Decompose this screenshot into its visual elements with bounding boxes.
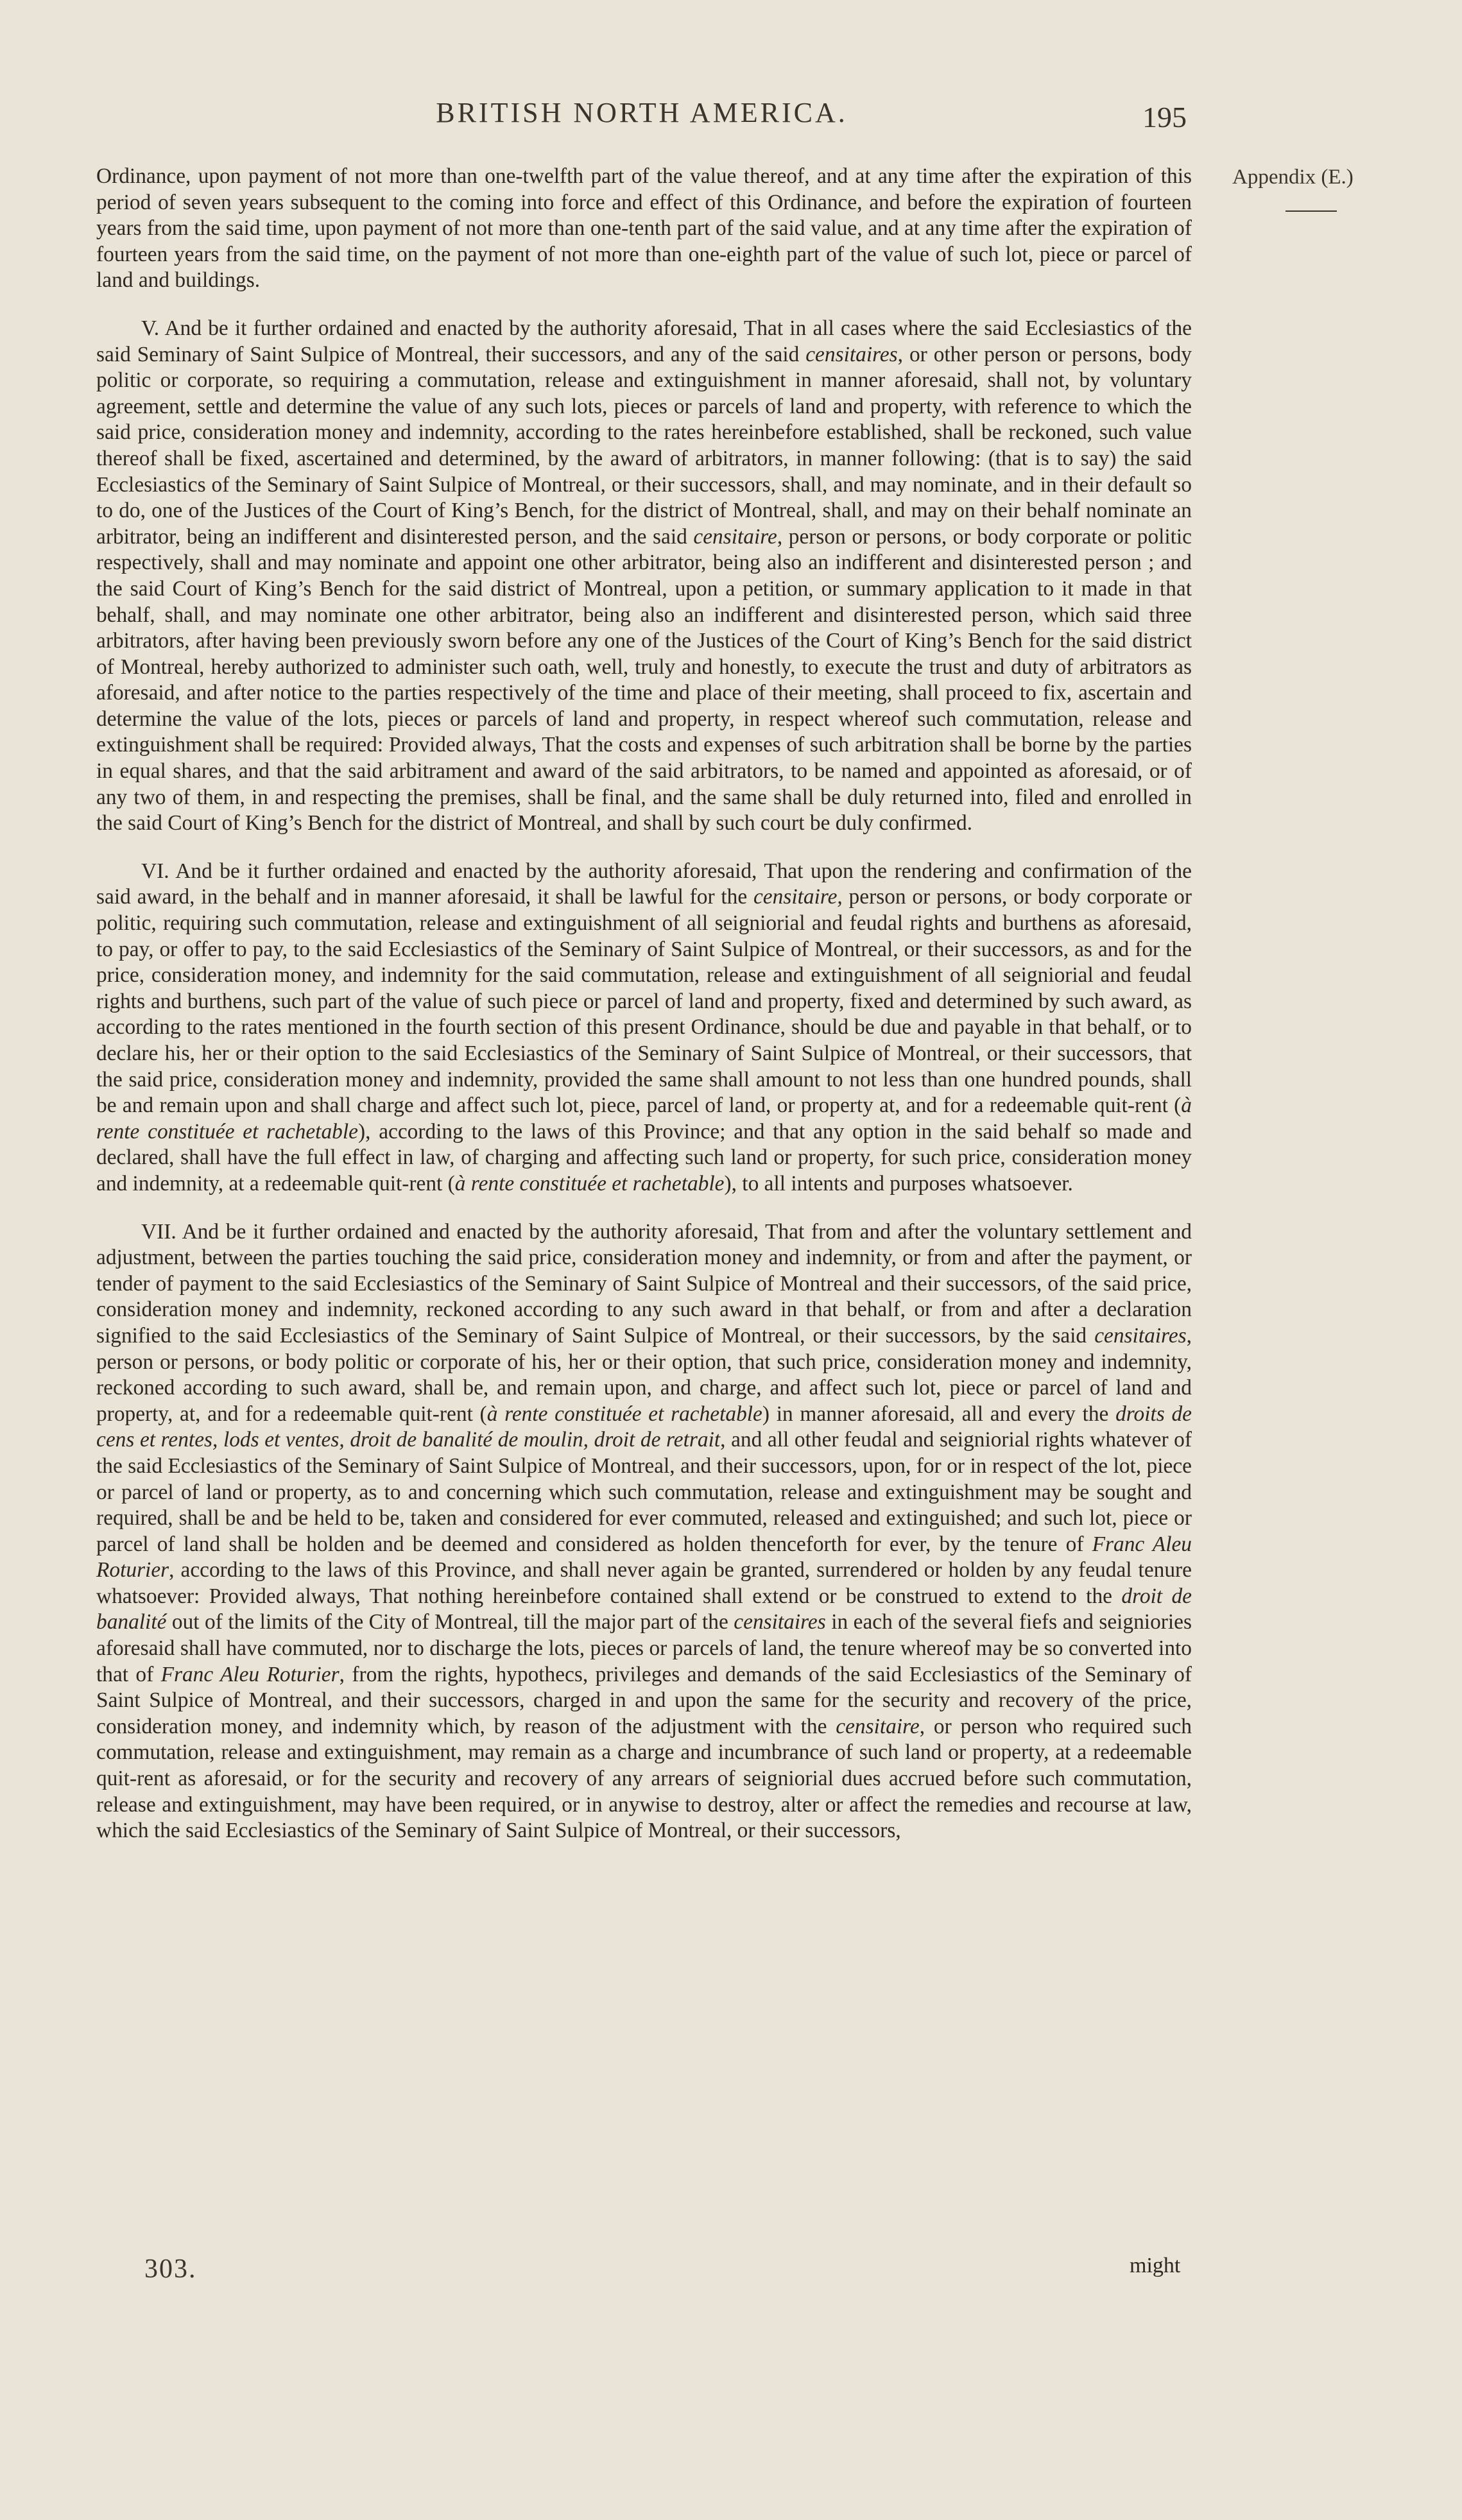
text-run: , person or persons, or body corporate or politic respectively, shall and may nominate and appoint one other arbitrator, being also an indifferent and disinterested person ; and the said Court of King’s Bench for the said district of Montreal, upon a petition, or summary application to it made in that behalf, shall, and may nominate one other arbitrator, being also an indifferent and disinterested person, which said three arbitrators, after having been previously sworn before any one of the Justices of the Court of King’s Bench for the said district of Montreal, hereby authorized to administer such oath, well, truly and honestly, to execute the trust and duty of arbitrators as aforesaid, and after notice to the parties respectively of the time and place of their meeting, shall proceed to fix, ascertain and determine the value of the lots, pieces or parcels of land and property, in respect whereof such commutation, release and extinguishment shall be required: Provided always, That the costs and expenses of such arbitration shall be borne by the parties in equal shares, and that the said arbitrament and award of the said arbitrators, to be named and appointed as aforesaid, or of any two of them, in and respecting the premises, shall be final, and the same shall be duly returned into, filed and enrolled in the said Court of King’s Bench for the district of Montreal, and shall by such court be duly confirmed. [96,524,1192,836]
text-run: , and all other feudal and seigniorial rights whatever of the said Ecclesiastics of the Seminary of Saint Sulpice of Montreal, and their successors, upon, for or in respect of the lot, piece or parcel of land or property, as to and concerning which such commutation, release and extinguishment may be sought and required, shall be and be held to be, taken and considered for ever commuted, released and extinguished; and such lot, piece or parcel of land shall be holden and be deemed and considered as holden thenceforth for ever, by the tenure of [96,1428,1192,1556]
catchword: might [1130,2254,1181,2277]
section-v-paragraph [96,316,1192,837]
text-run: ) in manner aforesaid, all and every the [762,1401,1116,1426]
text-run: ), to all intents and purposes whatsoever. [724,1171,1073,1196]
section-vi-paragraph [96,859,1192,1197]
italic-term: censitaire, [753,885,843,909]
italic-term: Franc Aleu Roturier [160,1662,340,1686]
page-number: 195 [1142,101,1187,133]
italic-term: censitaires [1094,1323,1187,1348]
text-run: , or other person or persons, body politic or corporate, so requiring a commutation, release and extinguishment in manner aforesaid, shall not, by voluntary agreement, settle and determine the value of any such lots, pieces or parcels of land and property, with reference to which the said price, consideration money and indemnity, according to the rates hereinbefore established, shall be reckoned, such value thereof shall be fixed, ascertained and determined, by the award of arbitrators, in manner following: (that is to say) the said Ecclesiastics of the Seminary of Saint Sulpice of Montreal, or their successors, shall, and may nominate, and in their default so to do, one of the Justices of the Court of King’s Bench, for the district of Montreal, shall, and may on their behalf nominate an arbitrator, being an indifferent and disinterested person, and the said [96,342,1192,549]
italic-term: droits de cens et rentes, lods et ventes, droit de banalité de moulin, droit de retrait [96,1401,1192,1452]
italic-term: à rente constituée et rachetable [96,1093,1192,1144]
text-run: And be it further ordained and enacted by the authority aforesaid, That in all cases where the said Ecclesiastics of the said Seminary of Saint Sulpice of Montreal, their successors, and any of the said [96,316,1192,366]
italic-term: censitaire [693,524,777,549]
margin-rule [1286,210,1337,212]
text-run: person or persons, or body corporate or politic, requiring such commutation, release and extinguishment of all seigniorial and feudal rights and burthens as aforesaid, to pay, or offer to pay, to the said Ecclesiastics of the Seminary of Saint Sulpice of Montreal, or their successors, as and for the price, consideration money, and indemnity for the said commutation, release and extinguishment of all seigniorial and feudal rights and burthens, such part of the value of such piece or parcel of land and property, fixed and determined by such award, as according to the rates mentioned in the fourth section of this present Ordinance, should be due and payable in that behalf, or to declare his, her or their option to the said Ecclesiastics of the Seminary of Saint Sulpice of Montreal, or their successors, that the said price, consideration money and indemnity, provided the same shall amount to not less than one hundred pounds, shall be and remain upon and shall charge and affect such lot, piece, parcel of land, or property at, and for a redeemable quit-rent ( [96,885,1192,1118]
text-run: out of the limits of the City of Montreal, till the major part of the [166,1610,734,1634]
text-run: in each of the several fiefs and seigniories aforesaid shall have commuted, nor to discharge the lots, pieces or parcels of land, the tenure whereof may be so converted into that of [96,1610,1192,1686]
signature-mark: 303. [144,2254,197,2284]
section-number: V. [141,316,160,340]
italic-term: à rente constituée et rachetable [486,1401,762,1426]
margin-note-appendix: Appendix (E.) [1232,166,1354,189]
italic-term: censitaires [734,1610,826,1634]
paragraph-continuation: Ordinance, upon payment of not more than one-twelfth part of the value thereof, and at any time after the expiration of this period of seven years subsequent to the coming into force and effect of this Ordinance, and before the expiration of fourteen years from the said time, upon payment of not more than one-tenth part of the said value, and at any time after the expiration of fourteen years from the said time, on the payment of not more than one-eighth part of the value of such lot, piece or parcel of land and buildings. [96,164,1192,293]
italic-term: censitaires [805,342,898,366]
body-text [96,164,1192,1866]
italic-term: censitaire [836,1714,920,1738]
running-title: BRITISH NORTH AMERICA. [436,97,848,128]
text-run: And be it further ordained and enacted by the authority aforesaid, That from and after the voluntary settlement and adjustment, between the parties touching the said price, consideration money and indemnity, or from and after the payment, or tender of payment to the said Ecclesiastics of the Seminary of Saint Sulpice of Montreal and their successors, of the said price, consideration money and indemnity, reckoned according to any such award in that behalf, or from and after a declaration signified to the said Ecclesiastics of the Seminary of Saint Sulpice of Montreal, or their successors, by the said [96,1219,1192,1348]
section-number: VI. [141,859,169,883]
italic-term: à rente constituée et rachetable [454,1171,725,1196]
page-header [0,96,1462,141]
section-vii-paragraph [96,1219,1192,1844]
text-run: ), according to the laws of this Province; and that any option in the said behalf so made and declared, shall have the full effect in law, of charging and affecting such land or property, for such price, consideration money and indemnity, at a redeemable quit-rent ( [96,1119,1192,1196]
text-run: , from the rights, hypothecs, privileges and demands of the said Ecclesiastics of the Seminary of Saint Sulpice of Montreal, and their successors, charged in and upon the same for the security and recovery of the price, consideration money, and indemnity which, by reason of the adjustment with the [96,1662,1192,1738]
italic-term: Franc Aleu Roturier [96,1532,1192,1582]
text-run: , or person who required such commutation, release and extinguishment, may remain as a charge and incumbrance of such land or property, at a redeemable quit-rent as aforesaid, or for the security and recovery of any arrears of seigniorial dues accrued before such commutation, release and extinguishment, may have been required, or in anywise to destroy, alter or affect the remedies and recourse at law, which the said Ecclesiastics of the Seminary of Saint Sulpice of Montreal, or their successors, [96,1714,1192,1843]
section-number: VII. [141,1219,176,1244]
italic-term: droit de banalité [96,1584,1192,1634]
text-run: And be it further ordained and enacted by the authority aforesaid, That upon the rendering and confirmation of the said award, in the behalf and in manner aforesaid, it shall be lawful for the [96,859,1192,909]
page-footer [0,2254,1462,2292]
text-run: , person or persons, or body politic or corporate of his, her or their option, that such price, consideration money and indemnity, reckoned according to such award, shall be, and remain upon, and charge, and affect such lot, piece or parcel of land and property, at, and for a redeemable quit-rent ( [96,1323,1192,1426]
text-run: , according to the laws of this Province, and shall never again be granted, surrendered or holden by any feudal tenure whatsoever: Provided always, That nothing hereinbefore contained shall extend or be construed to extend to the [96,1558,1192,1608]
